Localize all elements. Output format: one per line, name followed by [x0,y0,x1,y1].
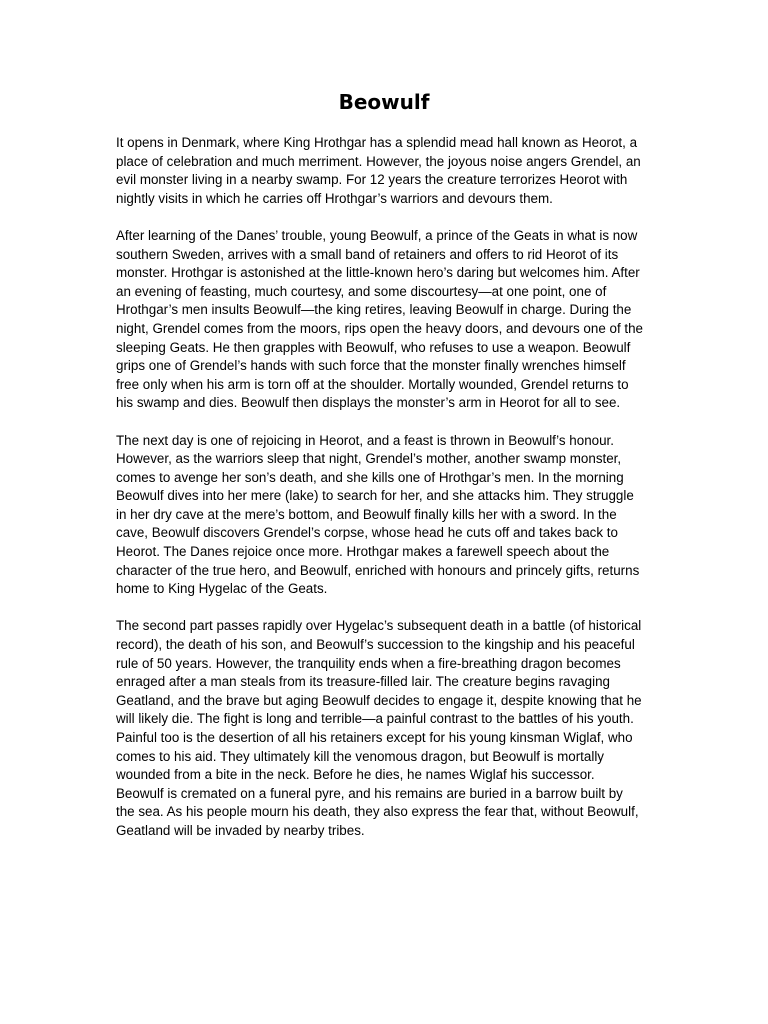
paragraph-1: It opens in Denmark, where King Hrothgar has a splendid mead hall known as Heorot, a place of celebration and much merriment. However, the joyous noise angers Grendel, an evil monster living in a nearby swamp. For 12 years the creature terrorizes Heorot with nightly visits in which he carries off Hrothgar’s warriors and devours them. [116,135,641,206]
document-body [116,134,644,859]
document-title: Beowulf [338,90,430,114]
paragraph-3: The next day is one of rejoicing in Heorot, and a feast is thrown in Beowulf’s honour. However, as the warriors sleep that night, Grendel’s mother, another swamp monster, comes to avenge her son’s death, and she kills one of Hrothgar’s men. In the morning Beowulf dives into her mere (lake) to search for her, and she attacks him. They struggle in her dry cave at the mere’s bottom, and Beowulf finally kills her with a sword. In the cave, Beowulf discovers Grendel’s corpse, whose head he cuts off and takes back to Heorot. The Danes rejoice once more. Hrothgar makes a farewell speech about the character of the true hero, and Beowulf, enriched with honours and princely gifts, returns home to King Hygelac of the Geats. [116,432,640,597]
paragraph-4: The second part passes rapidly over Hygelac’s subsequent death in a battle (of historical record), the death of his son, and Beowulf’s succession to the kingship and his peaceful rule of 50 years. However, the tranquility ends when a fire-breathing dragon becomes enraged after a man steals from its treasure-filled lair. The creature begins ravaging Geatland, and the brave but aging Beowulf decides to engage it, despite knowing that he will likely die. The fight is long and terrible—a painful contrast to the battles of his youth. Painful too is the desertion of all his retainers except for his young kinsman Wiglaf, who comes to his aid. They ultimately kill the venomous dragon, but Beowulf is mortally wounded from a bite in the neck. Before he dies, he names Wiglaf his successor. Beowulf is cremated on a funeral pyre, and his remains are buried in a barrow built by the sea. As his people mourn his death, they also express the fear that, without Beowulf, Geatland will be invaded by nearby tribes. [116,618,642,838]
paragraph-2: After learning of the Danes’ trouble, young Beowulf, a prince of the Geats in what is now southern Sweden, arrives with a small band of retainers and offers to rid Heorot of its monster. Hrothgar is astonished at the little-known hero’s daring but welcomes him. After an evening of feasting, much courtesy, and some discourtesy—at one point, one of Hrothgar’s men insults Beowulf—the king retires, leaving Beowulf in charge. During the night, Grendel comes from the moors, rips open the heavy doors, and devours one of the sleeping Geats. He then grapples with Beowulf, who refuses to use a weapon. Beowulf grips one of Grendel’s hands with such force that the monster finally wrenches himself free only when his arm is torn off at the shoulder. Mortally wounded, Grendel returns to his swamp and dies. Beowulf then displays the monster’s arm in Heorot for all to see. [116,227,643,411]
